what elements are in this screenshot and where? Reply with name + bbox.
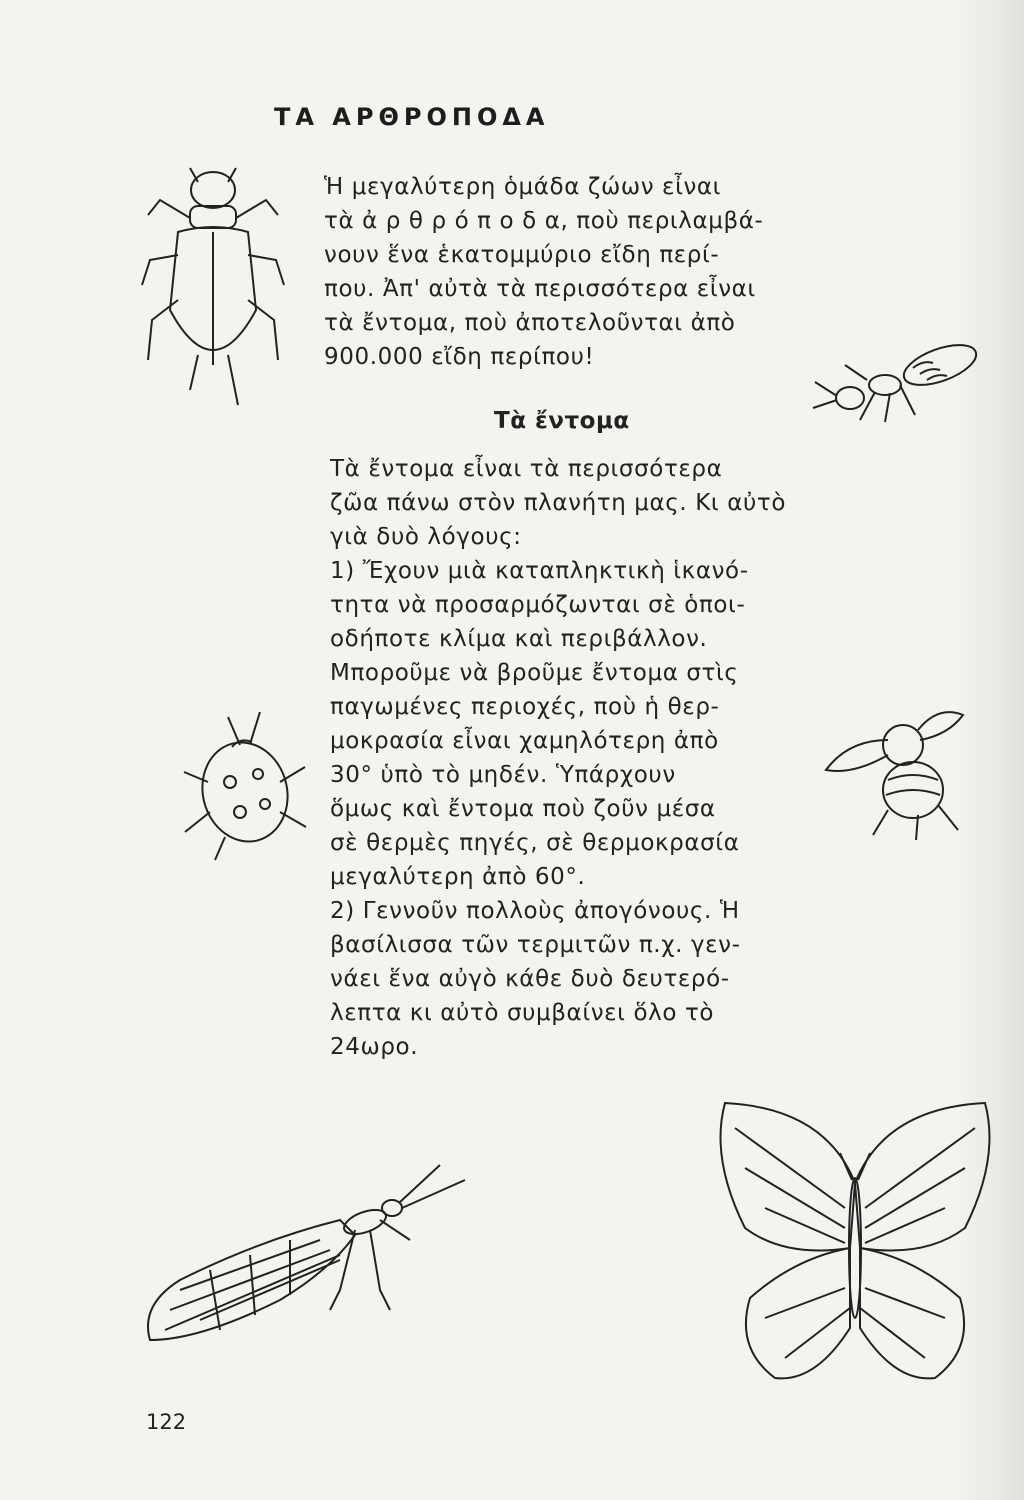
body-line: μοκρασία εἶναι χαμηλότερη ἀπὸ [330, 728, 719, 754]
body-line: σὲ θερμὲς πηγές, σὲ θερμοκρασία [330, 830, 740, 856]
body-paragraph [330, 452, 786, 1064]
body-line: βασίλισσα τῶν τερμιτῶν π.χ. γεν- [330, 932, 741, 958]
page-number: 122 [146, 1410, 187, 1434]
body-line: παγωμένες περιοχές, ποὺ ἡ θερ- [330, 694, 720, 720]
body-line: οδήποτε κλίμα καὶ περιβάλλον. [330, 626, 708, 652]
body-line: ὅμως καὶ ἔντομα ποὺ ζοῦν μέσα [330, 796, 716, 822]
intro-line: που. Ἀπ' αὐτὰ τὰ περισσότερα εἶναι [324, 276, 756, 302]
ladybug-icon [180, 712, 310, 862]
body-line: λεπτα κι αὐτὸ συμβαίνει ὅλο τὸ [330, 1000, 715, 1026]
beetle-icon [138, 160, 288, 410]
body-line: Μποροῦμε νὰ βροῦμε ἔντομα στὶς [330, 660, 739, 686]
body-line: μεγαλύτερη ἀπὸ 60°. [330, 864, 586, 890]
intro-line: νουν ἕνα ἑκατομμύριο εἴδη περί- [324, 242, 720, 268]
body-line: 1) Ἔχουν μιὰ καταπληκτικὴ ἱκανό- [330, 558, 749, 584]
termite-icon [805, 330, 985, 425]
intro-line: Ἡ μεγαλύτερη ὁμάδα ζώων εἶναι [324, 174, 722, 200]
page-title: ΤΑ ΑΡΘΡΟΠΟΔΑ [274, 103, 550, 131]
intro-paragraph [324, 170, 763, 374]
lacewing-icon [140, 1160, 470, 1380]
bee-icon [818, 700, 968, 840]
body-line: νάει ἕνα αὐγὸ κάθε δυὸ δευτερό- [330, 966, 730, 992]
body-line: 24ωρο. [330, 1034, 419, 1060]
body-line: 2) Γεννοῦν πολλοὺς ἀπογόνους. Ἡ [330, 898, 740, 924]
body-line: ζῶα πάνω στὸν πλανήτη μας. Κι αὐτὸ [330, 490, 786, 516]
section-subtitle: Τὰ ἔντομα [494, 408, 630, 434]
butterfly-icon [705, 1098, 1005, 1388]
intro-line: 900.000 εἴδη περίπου! [324, 344, 595, 370]
body-line: 30° ὑπὸ τὸ μηδέν. Ὑπάρχουν [330, 762, 676, 788]
body-line: γιὰ δυὸ λόγους: [330, 524, 522, 550]
intro-line: τὰ ἀ ρ θ ρ ό π ο δ α, ποὺ περιλαμβά- [324, 208, 764, 234]
intro-line: τὰ ἔντομα, ποὺ ἀποτελοῦνται ἀπὸ [324, 310, 736, 336]
body-line: τητα νὰ προσαρμόζωνται σὲ ὁποι- [330, 592, 746, 618]
body-line: Τὰ ἔντομα εἶναι τὰ περισσότερα [330, 456, 723, 482]
